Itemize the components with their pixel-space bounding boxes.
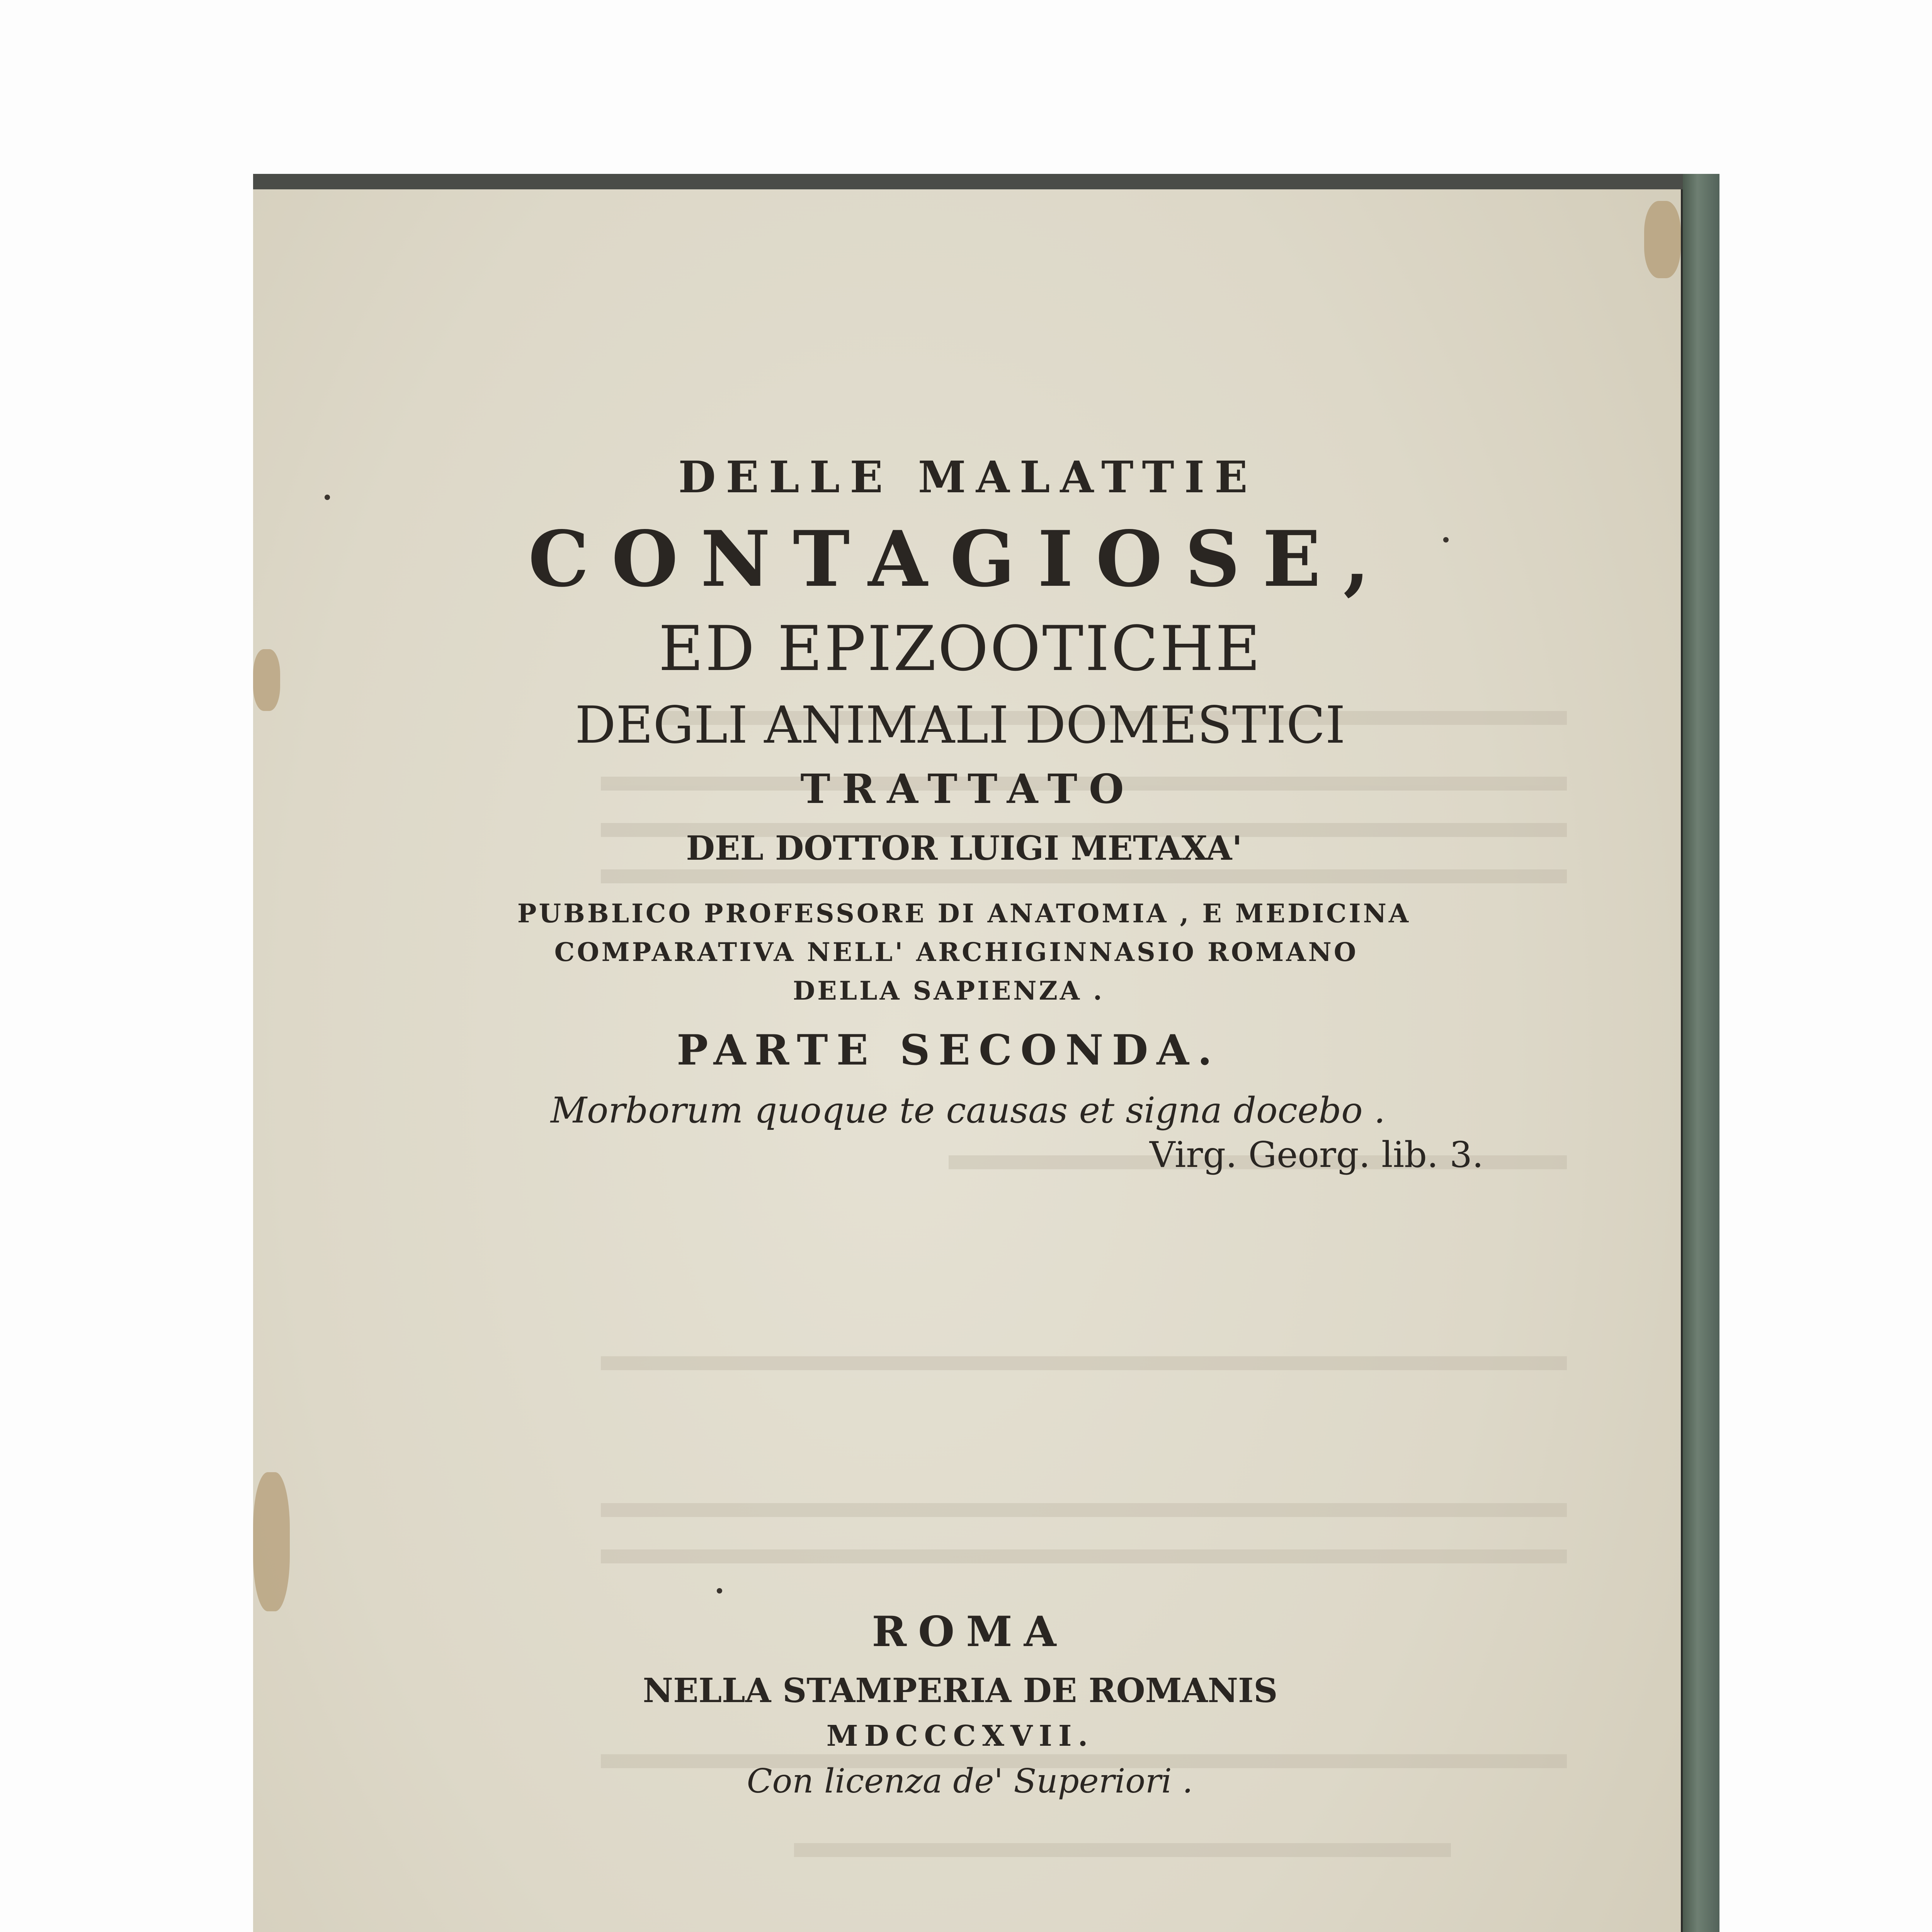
corner-stain bbox=[1644, 201, 1681, 278]
affiliation-line: PUBBLICO PROFESSORE DI ANATOMIA , E MEDICINA bbox=[517, 898, 1411, 929]
page-top-edge bbox=[253, 174, 1719, 189]
scanned-page bbox=[253, 174, 1719, 1932]
title-line-trattato: TRATTATO bbox=[800, 765, 1136, 813]
ink-speck bbox=[325, 495, 330, 500]
edge-stain bbox=[253, 1472, 290, 1611]
title-line-contagiose: CONTAGIOSE, bbox=[528, 514, 1393, 604]
page-side-edge bbox=[1683, 174, 1719, 1932]
part-heading: PARTE SECONDA. bbox=[677, 1026, 1221, 1075]
imprint-city: ROMA bbox=[872, 1607, 1068, 1656]
epigraph: Morborum quoque te causas et signa docebo . bbox=[550, 1090, 1386, 1131]
author-line: DEL DOTTOR LUIGI METAXA' bbox=[686, 829, 1242, 868]
title-line-delle-malattie: DELLE MALATTIE bbox=[678, 452, 1258, 503]
edge-stain bbox=[253, 649, 280, 711]
ink-speck bbox=[717, 1588, 722, 1594]
affiliation-line: COMPARATIVA NELL' ARCHIGINNASIO ROMANO bbox=[554, 937, 1359, 967]
imprint-printer: NELLA STAMPERIA DE ROMANIS bbox=[643, 1671, 1278, 1710]
imprint-license: Con licenza de' Superiori . bbox=[747, 1762, 1193, 1801]
epigraph-source: Virg. Georg. lib. 3. bbox=[1150, 1134, 1484, 1175]
title-line-animali-domestici: DEGLI ANIMALI DOMESTICI bbox=[575, 696, 1345, 755]
ink-speck bbox=[1443, 537, 1449, 543]
paper-sheet bbox=[253, 189, 1681, 1932]
imprint-year: MDCCCXVII. bbox=[826, 1719, 1094, 1753]
title-line-epizootiche: ED EPIZOOTICHE bbox=[658, 612, 1262, 685]
affiliation-line: DELLA SAPIENZA . bbox=[793, 976, 1104, 1006]
